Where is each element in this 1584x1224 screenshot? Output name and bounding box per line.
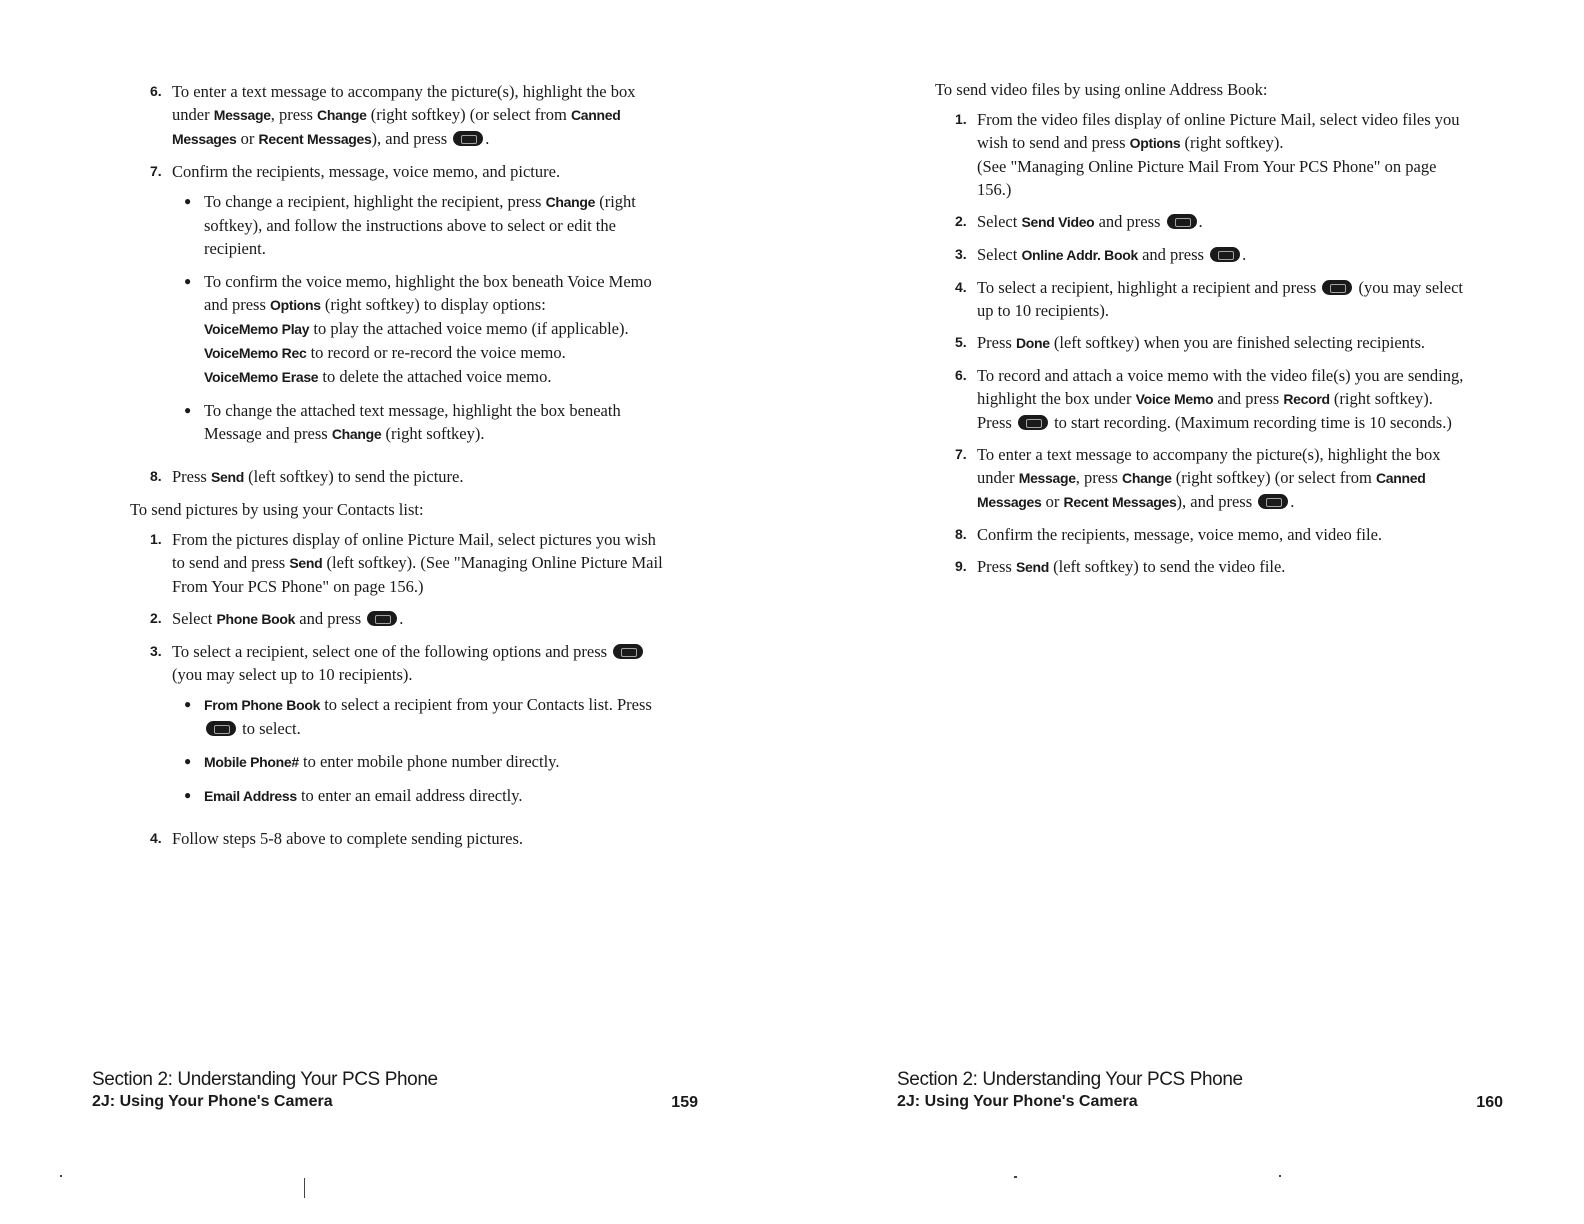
footer-section: Section 2: Understanding Your PCS Phone <box>92 1069 438 1090</box>
scan-mark <box>60 1175 62 1177</box>
step-item <box>955 555 1465 579</box>
step-number: 3. <box>150 643 162 659</box>
step-number: 6. <box>150 83 162 99</box>
ui-term: Send Video <box>1021 214 1095 230</box>
step-number: 8. <box>955 526 967 542</box>
page-number: 159 <box>671 1094 698 1111</box>
bullet-item <box>172 399 670 446</box>
step-item <box>955 443 1465 514</box>
bullet-text: To change a recipient, highlight the recipient, press Change (right softkey), and follow the instructions above to select or edit the recipient. <box>204 192 636 258</box>
bullet-icon: ● <box>184 788 192 802</box>
bullet-text: Email Address to enter an email address directly. <box>204 786 523 805</box>
bullet-list <box>172 190 670 446</box>
ui-term: Email Address <box>204 788 297 804</box>
step-number: 1. <box>955 111 967 127</box>
step-text: Press Send (left softkey) to send the video file. <box>977 557 1286 576</box>
ui-term: VoiceMemo Play <box>204 321 310 337</box>
ui-term: Message <box>1018 470 1076 486</box>
step-text: Press Send (left softkey) to send the picture. <box>172 467 464 486</box>
step-number: 2. <box>150 610 162 626</box>
bullet-item <box>172 750 670 774</box>
ui-term: Options <box>1129 135 1181 151</box>
bullet-icon: ● <box>184 274 192 288</box>
ui-term: Online Addr. Book <box>1021 247 1138 263</box>
ui-term: Done <box>1015 335 1050 351</box>
step-text: To record and attach a voice memo with the video file(s) you are sending, highlight the box under Voice Memo and press Record (right softkey). Press to start recording. (Maximum recording time is 10 seconds.) <box>977 366 1464 432</box>
step-item <box>955 331 1465 355</box>
ui-term: Send <box>1015 559 1049 575</box>
step-number: 6. <box>955 367 967 383</box>
step-number: 1. <box>150 531 162 547</box>
bullet-text: Mobile Phone# to enter mobile phone number directly. <box>204 752 560 771</box>
left-footer <box>92 1068 698 1112</box>
menu-ok-key-icon <box>367 611 397 626</box>
step-text: To enter a text message to accompany the picture(s), highlight the box under Message, press Change (right softkey) (or select from Canned Messages or Recent Messages), and press . <box>172 82 636 148</box>
ui-term: Options <box>269 297 321 313</box>
footer-chapter: 2J: Using Your Phone's Camera <box>897 1093 1138 1110</box>
ui-term: Phone Book <box>216 611 296 627</box>
video-intro: To send video files by using online Address Book: <box>935 80 1268 99</box>
ui-term: Canned Messages <box>172 107 621 147</box>
page-number: 160 <box>1476 1094 1503 1111</box>
step-item <box>955 523 1465 546</box>
step-text: Press Done (left softkey) when you are finished selecting recipients. <box>977 333 1426 352</box>
scan-mark <box>304 1178 305 1198</box>
steps-list-send-video <box>955 108 1465 579</box>
steps-list-contacts <box>150 528 670 850</box>
menu-ok-key-icon <box>1167 214 1197 229</box>
ui-term: VoiceMemo Rec <box>204 345 307 361</box>
bullet-item <box>172 784 670 808</box>
step-item <box>955 210 1465 234</box>
right-page-body <box>935 78 1465 588</box>
step-item <box>955 364 1465 434</box>
step-number: 4. <box>955 279 967 295</box>
step-number: 3. <box>955 246 967 262</box>
step-text: Select Phone Book and press . <box>172 609 404 628</box>
scan-mark <box>1014 1176 1017 1178</box>
scan-mark <box>1279 1175 1281 1177</box>
bullet-text: To confirm the voice memo, highlight the box beneath Voice Memo and press Options (right softkey) to display options: VoiceMemo Play to play the attached voice memo (if applicable). VoiceMemo Rec to record or re-record the voice memo. VoiceMemo Erase to delete the attached voice memo. <box>204 272 652 386</box>
ui-term: Send <box>210 469 244 485</box>
step-item <box>955 243 1465 267</box>
menu-ok-key-icon <box>206 721 236 736</box>
step-number: 2. <box>955 213 967 229</box>
step-item <box>955 276 1465 322</box>
step-text: Follow steps 5-8 above to complete sending pictures. <box>172 829 524 848</box>
menu-ok-key-icon <box>453 131 483 146</box>
ui-term: Canned Messages <box>977 470 1426 510</box>
steps-list-send-picture <box>150 80 670 489</box>
bullet-icon: ● <box>184 697 192 711</box>
bullet-item <box>172 190 670 260</box>
bullet-item <box>172 693 670 740</box>
ui-term: Change <box>317 107 367 123</box>
ui-term: Recent Messages <box>1063 494 1177 510</box>
ui-term: Change <box>331 426 382 442</box>
ui-term: Change <box>1122 470 1172 486</box>
bullet-text: From Phone Book to select a recipient from your Contacts list. Press to select. <box>204 695 652 738</box>
step-item <box>150 160 670 456</box>
bullet-list <box>172 693 670 808</box>
step-number: 8. <box>150 468 162 484</box>
step-text: To enter a text message to accompany the picture(s), highlight the box under Message, press Change (right softkey) (or select from Canned Messages or Recent Messages), and press . <box>977 445 1441 511</box>
step-item <box>150 607 670 631</box>
step-item <box>150 640 670 818</box>
menu-ok-key-icon <box>1018 415 1048 430</box>
step-text: From the pictures display of online Picture Mail, select pictures you wish to send and press Send (left softkey). (See "Managing Online Picture Mail From Your PCS Phone" on page 156.) <box>172 530 663 596</box>
step-text: Select Online Addr. Book and press . <box>977 245 1247 264</box>
step-number: 7. <box>955 446 967 462</box>
contacts-intro: To send pictures by using your Contacts list: <box>130 500 424 519</box>
footer-chapter: 2J: Using Your Phone's Camera <box>92 1093 333 1110</box>
ui-term: Send <box>289 555 323 571</box>
ui-term: Message <box>213 107 271 123</box>
menu-ok-key-icon <box>1322 280 1352 295</box>
ui-term: VoiceMemo Erase <box>204 369 319 385</box>
bullet-text: To change the attached text message, highlight the box beneath Message and press Change (right softkey). <box>204 401 621 443</box>
step-text: To select a recipient, highlight a recipient and press (you may select up to 10 recipients). <box>977 278 1463 320</box>
step-text: From the video files display of online Picture Mail, select video files you wish to send and press Options (right softkey). (See "Managing Online Picture Mail From Your PCS Phone" on page 156.) <box>977 110 1460 199</box>
bullet-icon: ● <box>184 754 192 768</box>
step-text: Select Send Video and press . <box>977 212 1203 231</box>
ui-term: Recent Messages <box>258 131 372 147</box>
step-item <box>955 108 1465 201</box>
bullet-item <box>172 270 670 389</box>
left-page-body <box>130 80 670 859</box>
menu-ok-key-icon <box>1210 247 1240 262</box>
step-item <box>150 528 670 598</box>
step-number: 5. <box>955 334 967 350</box>
step-item <box>150 80 670 151</box>
bullet-icon: ● <box>184 403 192 417</box>
ui-term: Mobile Phone# <box>204 754 299 770</box>
step-number: 7. <box>150 163 162 179</box>
step-item <box>150 465 670 489</box>
footer-section: Section 2: Understanding Your PCS Phone <box>897 1069 1243 1090</box>
step-text: Confirm the recipients, message, voice memo, and picture. ● To change a recipient, highlight the recipient, press Change (right softkey), and follow the instructions above to select or edit the recipient. ● To confirm the voice memo, highlight the box beneath Voice Memo and press Options (right softkey) to display options: VoiceMemo Play to play the attached voice memo (if applicable). VoiceMemo Rec to record or re-record the voice memo. VoiceMemo Erase to delete the attached voice memo. ● To change the attached text message, highlight the box beneath Message and press Change (right softkey). <box>172 160 670 456</box>
ui-term: Record <box>1283 391 1330 407</box>
bullet-icon: ● <box>184 194 192 208</box>
right-footer <box>897 1068 1503 1112</box>
menu-ok-key-icon <box>613 644 643 659</box>
ui-term: Voice Memo <box>1135 391 1214 407</box>
step-number: 9. <box>955 558 967 574</box>
ui-term: Change <box>545 194 596 210</box>
ui-term: From Phone Book <box>204 697 321 713</box>
step-number: 4. <box>150 830 162 846</box>
step-text: Confirm the recipients, message, voice memo, and video file. <box>977 525 1383 544</box>
menu-ok-key-icon <box>1258 494 1288 509</box>
right-page <box>792 0 1584 1224</box>
step-text: To select a recipient, select one of the following options and press (you may select up to 10 recipients). ● From Phone Book to select a recipient from your Contacts list. Press to select. ● Mobile Phone# to enter mobile phone number directly. ● Email Address to enter an email address directly. <box>172 640 670 818</box>
step-item <box>150 827 670 850</box>
